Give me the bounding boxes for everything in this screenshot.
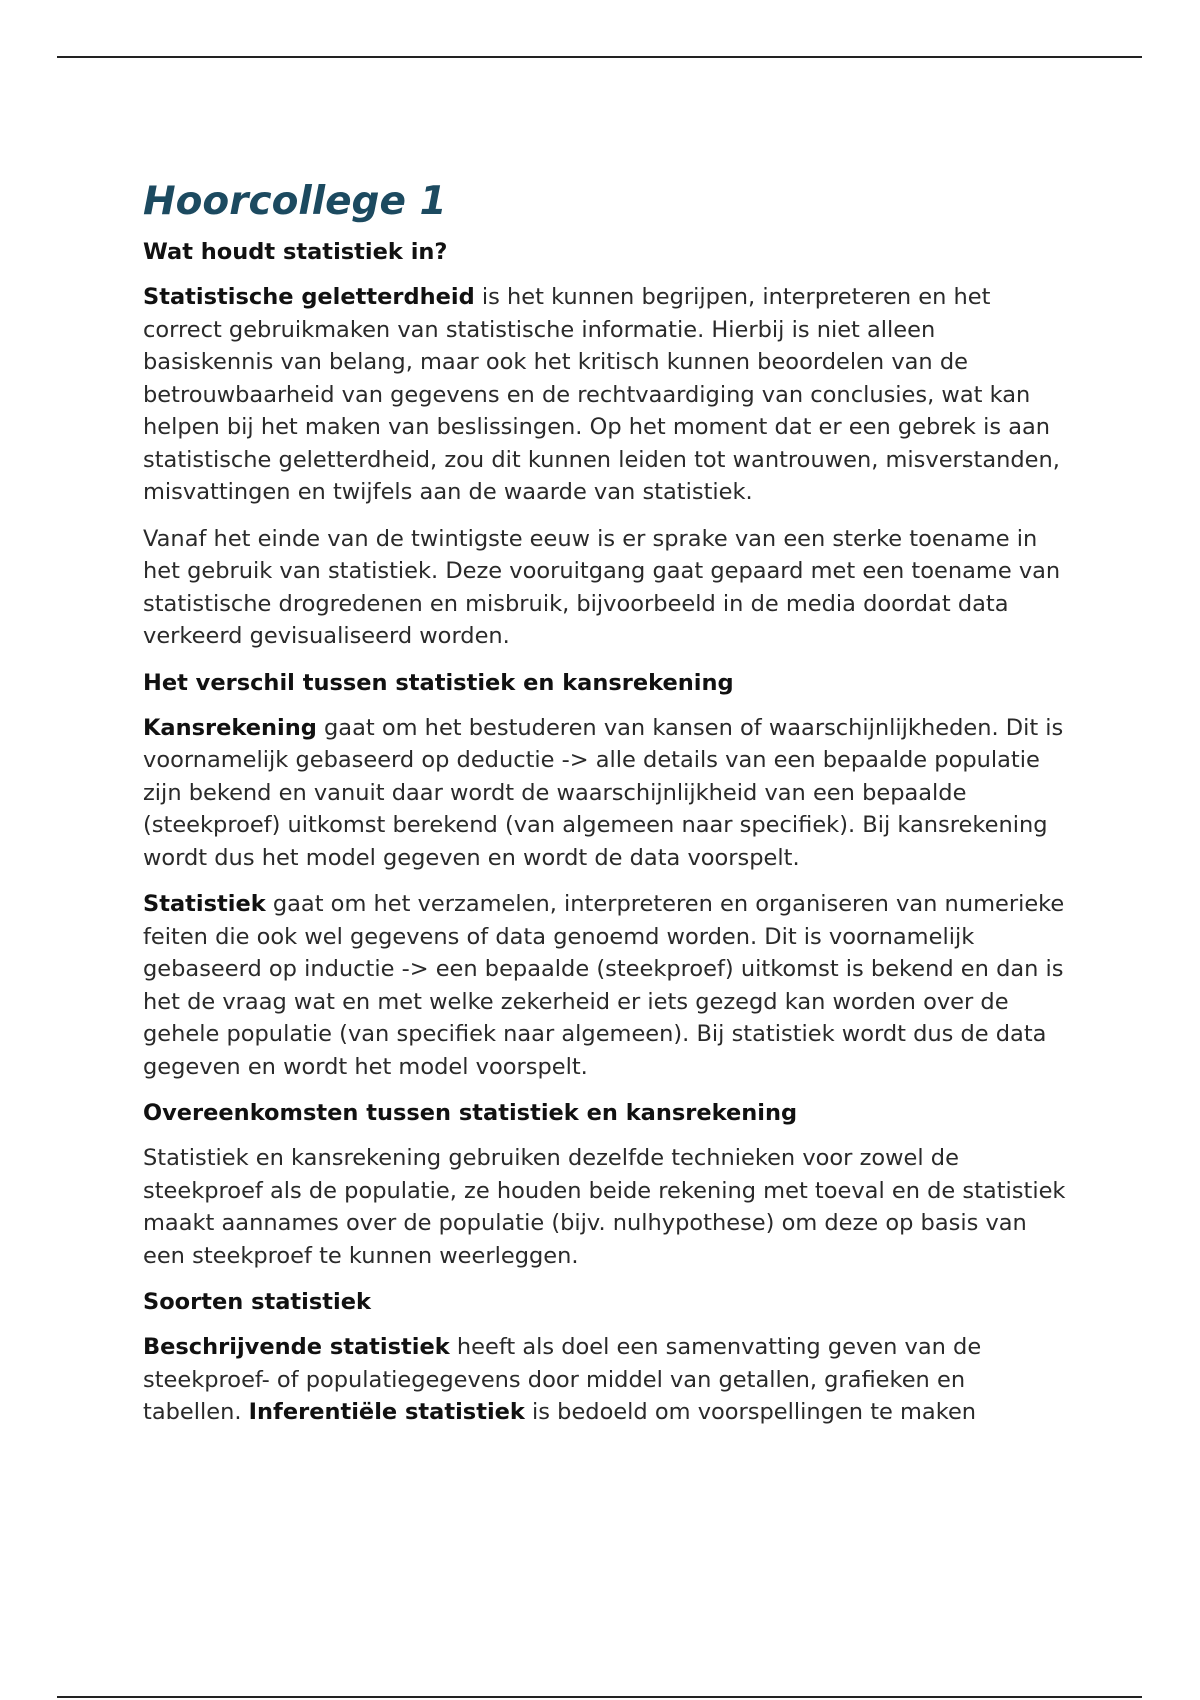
paragraph-text: is bedoeld om voorspellingen te maken <box>524 1399 977 1425</box>
bold-term: Statistiek <box>143 891 266 917</box>
section-verschil <box>143 667 1073 1084</box>
paragraph <box>143 523 1068 653</box>
section-soorten-statistiek <box>143 1286 1073 1429</box>
page-title: Hoorcollege 1 <box>143 179 447 224</box>
bold-term: Statistische geletterdheid <box>143 284 475 310</box>
footer-rule <box>57 1696 1142 1698</box>
section-wat-houdt-statistiek-in <box>143 236 1073 653</box>
section-heading: Soorten statistiek <box>143 1289 371 1315</box>
paragraph <box>143 712 1068 875</box>
section-heading: Overeenkomsten tussen statistiek en kansrekening <box>143 1100 798 1126</box>
paragraph-text: is het kunnen begrijpen, interpreteren en het correct gebruikmaken van statistische informatie. Hierbij is niet alleen basiskennis van belang, maar ook het kritisch kunnen beoordelen van de betrouwbaarheid van gegevens en de rechtvaardiging van conclusies, wat kan helpen bij het maken van beslissingen. Op het moment dat er een gebrek is aan statistische geletterdheid, zou dit kunnen leiden tot wantrouwen, misverstanden, misvattingen en twijfels aan de waarde van statistiek. <box>143 284 1060 505</box>
paragraph <box>143 281 1068 509</box>
paragraph <box>143 1331 1068 1429</box>
paragraph-text: gaat om het bestuderen van kansen of waarschijnlijkheden. Dit is voornamelijk gebaseerd op deductie -> alle details van een bepaalde populatie zijn bekend en vanuit daar wordt de waarschijnlijkheid van een bepaalde (steekproef) uitkomst berekend (van algemeen naar specifiek). Bij kansrekening wordt dus het model gegeven en wordt de data voorspelt. <box>143 714 1064 871</box>
bold-term: Kansrekening <box>143 714 317 741</box>
section-heading: Wat houdt statistiek in? <box>143 239 448 265</box>
bold-term: Inferentiële statistiek <box>248 1399 525 1425</box>
paragraph-text: gaat om het verzamelen, interpreteren en organiseren van numerieke feiten die ook wel gegevens of data genoemd worden. Dit is voornamelijk gebaseerd op inductie -> een bepaalde (steekproef) uitkomst is bekend en dan is het de vraag wat en met welke zekerheid er iets gezegd kan worden over de gehele populatie (van specifiek naar algemeen). Bij statistiek wordt dus de data gegeven en wordt het model voorspelt. <box>143 891 1065 1080</box>
bold-term: Beschrijvende statistiek <box>143 1334 450 1360</box>
header-rule <box>57 56 1142 58</box>
paragraph <box>143 888 1068 1083</box>
section-overeenkomsten <box>143 1097 1073 1272</box>
paragraph <box>143 1142 1068 1272</box>
paragraph-text: Statistiek en kansrekening gebruiken dezelfde technieken voor zowel de steekproef als de populatie, ze houden beide rekening met toeval en de statistiek maakt aannames over de populatie (bijv. nulhypothese) om deze op basis van een steekproef te kunnen weerleggen. <box>143 1145 1066 1269</box>
document-body <box>143 178 1073 1443</box>
section-heading: Het verschil tussen statistiek en kansrekening <box>143 669 734 696</box>
paragraph-text: heeft als doel een samenvatting geven van de steekproef- of populatiegegevens door middel van getallen, grafieken en tabellen. <box>143 1334 982 1425</box>
paragraph-text: Vanaf het einde van de twintigste eeuw is er sprake van een sterke toename in het gebruik van statistiek. Deze vooruitgang gaat gepaard met een toename van statistische drogredenen en misbruik, bijvoorbeeld in de media doordat data verkeerd gevisualiseerd worden. <box>143 525 1061 649</box>
